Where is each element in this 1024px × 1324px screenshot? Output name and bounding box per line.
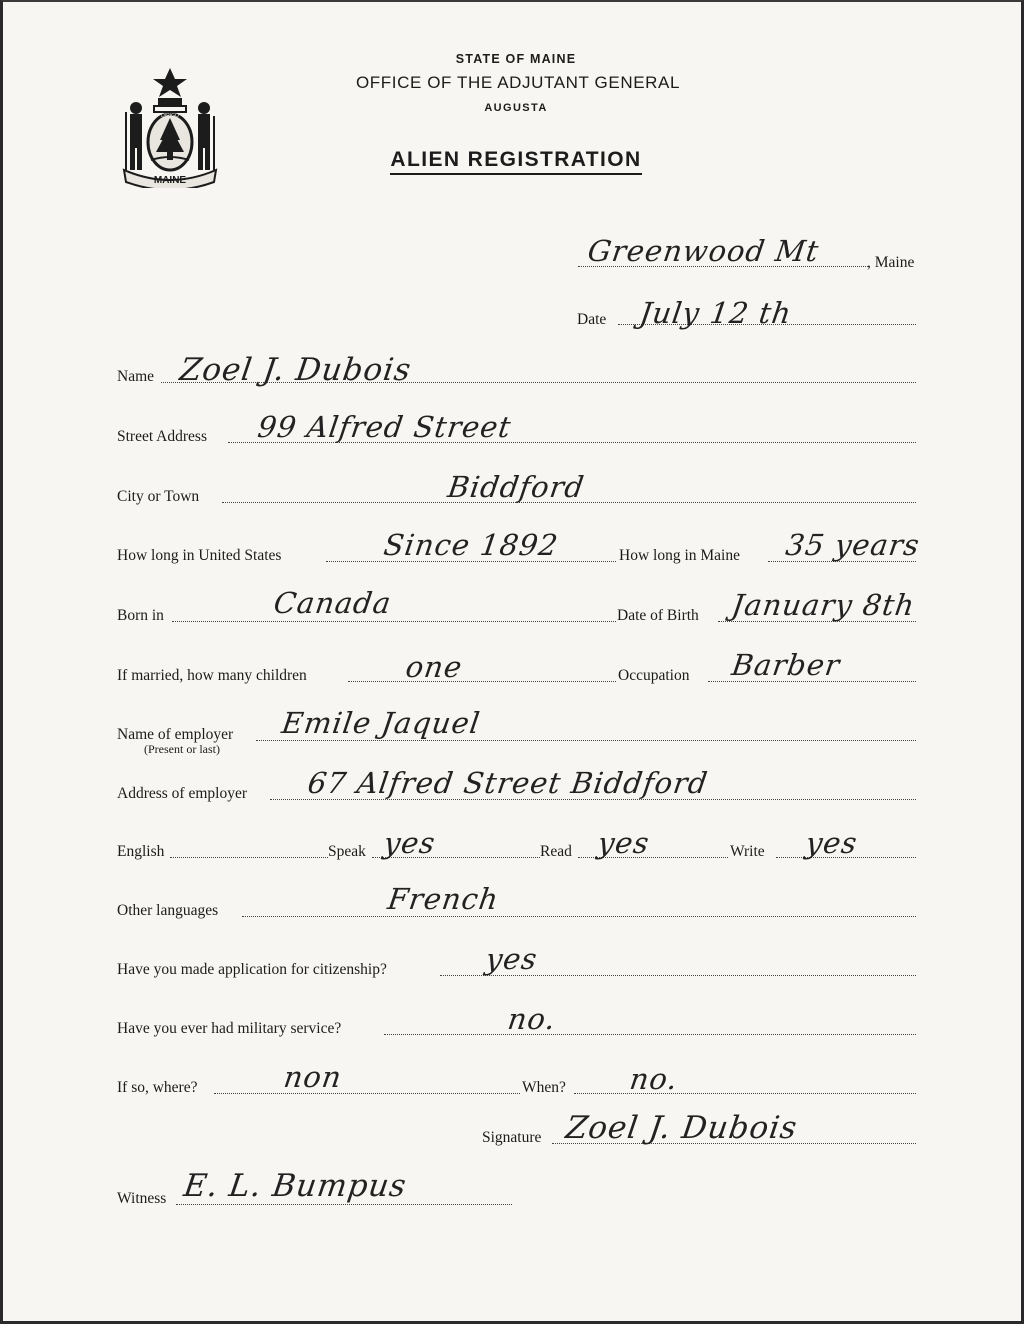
signature-value: Zoel J. Dubois (563, 1110, 800, 1146)
occupation-value: Barber (729, 648, 843, 682)
witness-value: E. L. Bumpus (181, 1168, 410, 1204)
date-value: July 12 th (637, 296, 795, 330)
seal-motto-text: DIRIGO (161, 113, 179, 119)
born-in-value: Canada (271, 586, 394, 620)
employer-line (256, 740, 916, 741)
header-city: AUGUSTA (484, 102, 548, 114)
children-label: If married, how many children (117, 667, 307, 684)
write-value: yes (803, 826, 860, 860)
form-title-text: ALIEN REGISTRATION (390, 148, 641, 175)
header-office: OFFICE OF THE ADJUTANT GENERAL (355, 73, 681, 92)
maine-label: , Maine (867, 254, 915, 271)
write-label: Write (730, 843, 765, 860)
street-value: 99 Alfred Street (255, 410, 514, 444)
read-value: yes (595, 826, 652, 860)
street-label: Street Address (117, 428, 207, 445)
signature-label: Signature (482, 1129, 542, 1146)
name-label: Name (117, 368, 155, 385)
citizenship-value: yes (483, 942, 540, 976)
other-languages-line (242, 916, 916, 917)
dob-value: January 8th (729, 588, 918, 622)
employer-label: Name of employer (117, 726, 234, 743)
children-value: one (403, 650, 465, 684)
witness-label: Witness (117, 1190, 167, 1207)
how-long-maine-label: How long in Maine (619, 547, 740, 564)
read-label: Read (540, 843, 572, 860)
speak-label: Speak (328, 843, 366, 860)
name-value: Zoel J. Dubois (177, 352, 414, 388)
military-line (384, 1034, 916, 1035)
employer-address-value: 67 Alfred Street Biddford (305, 766, 711, 800)
how-long-us-label: How long in United States (117, 547, 282, 564)
children-line (348, 681, 616, 682)
how-long-us-value: Since 1892 (381, 528, 561, 562)
when-line (574, 1093, 916, 1094)
how-long-maine-value: 35 years (783, 528, 923, 562)
english-label: English (117, 843, 165, 860)
where-value: non (281, 1060, 345, 1094)
witness-line (176, 1204, 512, 1205)
military-label: Have you ever had military service? (117, 1020, 342, 1037)
where-line (214, 1093, 520, 1094)
speak-value: yes (381, 826, 438, 860)
when-label: When? (522, 1079, 566, 1096)
employer-address-label: Address of employer (117, 785, 247, 802)
town-value: Greenwood Mt (585, 234, 822, 268)
date-label: Date (577, 311, 607, 328)
employer-value: Emile Jaquel (279, 706, 483, 740)
other-languages-label: Other languages (117, 902, 219, 919)
city-value: Biddford (445, 470, 587, 504)
header-state: STATE OF MAINE (455, 52, 577, 66)
seal-banner-text: MAINE (153, 175, 187, 186)
where-label: If so, where? (117, 1079, 198, 1096)
citizenship-label: Have you made application for citizenship? (117, 961, 387, 978)
other-languages-value: French (385, 882, 502, 916)
military-value: no. (505, 1002, 559, 1036)
english-line (170, 857, 328, 858)
born-in-line (172, 621, 616, 622)
city-label: City or Town (117, 488, 200, 505)
occupation-label: Occupation (618, 667, 690, 684)
employer-sublabel: (Present or last) (144, 742, 220, 756)
form-title (4, 148, 1024, 172)
when-value: no. (627, 1062, 681, 1096)
dob-label: Date of Birth (617, 607, 699, 624)
born-in-label: Born in (117, 607, 164, 624)
